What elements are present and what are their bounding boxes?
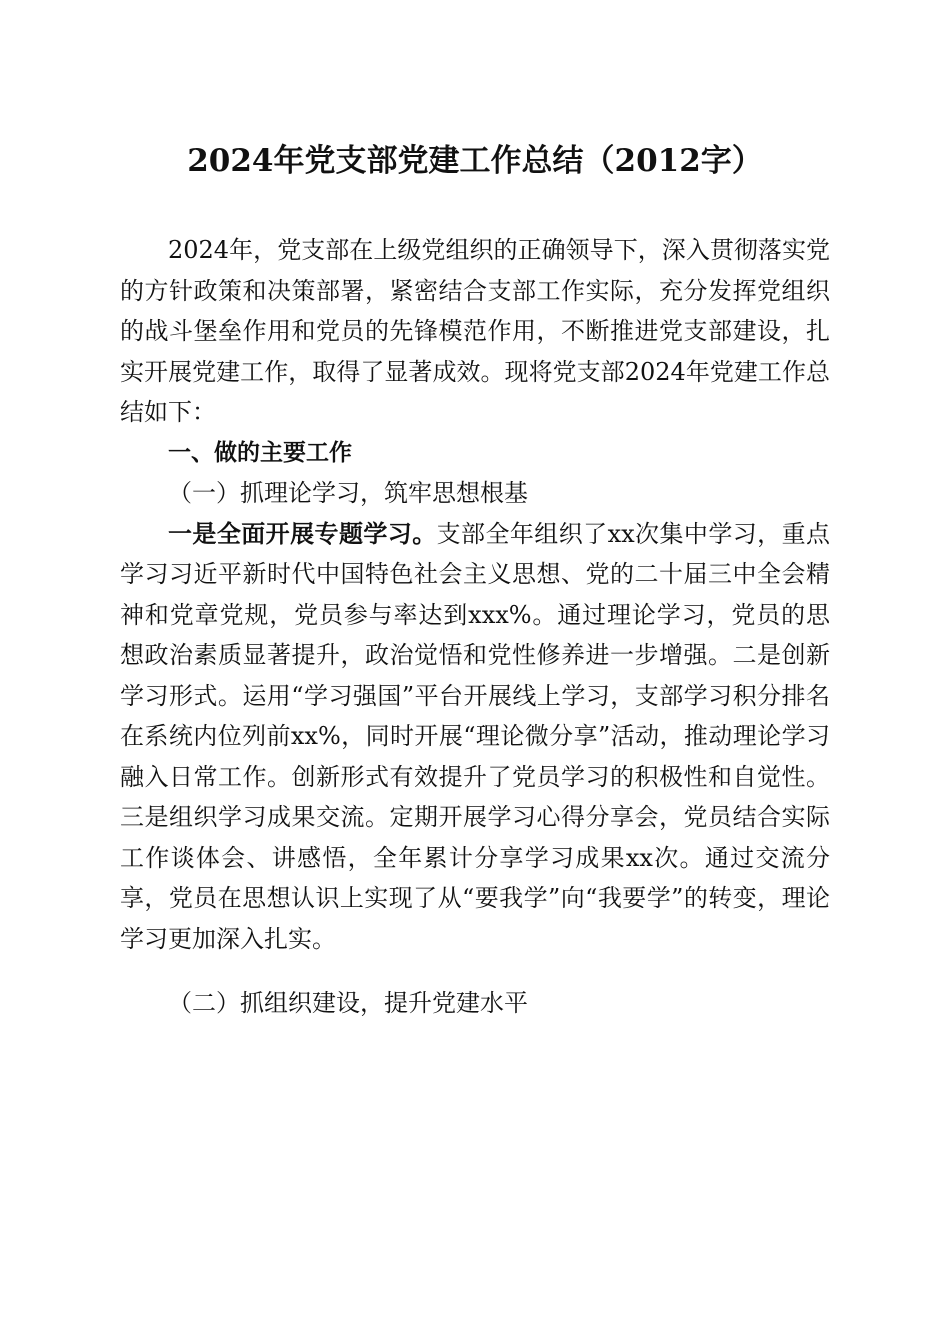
document-body xyxy=(120,230,830,1024)
paragraph-lead: 一是全面开展专题学习。 xyxy=(168,518,437,548)
subsection-heading: （一）抓理论学习，筑牢思想根基 xyxy=(168,479,528,507)
body-paragraph xyxy=(120,514,830,960)
subsection-heading-2: （二）抓组织建设，提升党建水平 xyxy=(168,989,528,1017)
paragraph-text: 支部全年组织了xx次集中学习，重点学习习近平新时代中国特色社会主义思想、党的二十届三中全会精神和党章党规，党员参与率达到xxx%。通过理论学习，党员的思想政治素质显著提升，政治觉悟和党性修养进一步增强。二是创新学习形式。运用“学习强国”平台开展线上学习，支部学习积分排名在系统内位列前xx%，同时开展“理论微分享”活动，推动理论学习融入日常工作。创新形式有效提升了党员学习的积极性和自觉性。三是组织学习成果交流。定期开展学习心得分享会，党员结合实际工作谈体会、讲感悟，全年累计分享学习成果xx次。通过交流分享，党员在思想认识上实现了从“要我学”向“我要学”的转变，理论学习更加深入扎实。 xyxy=(120,519,830,953)
document-title: 2024年党支部党建工作总结（2012字） xyxy=(187,143,763,179)
section-heading: 一、做的主要工作 xyxy=(168,439,352,466)
intro-paragraph: 2024年，党支部在上级党组织的正确领导下，深入贯彻落实党的方针政策和决策部署，紧密结合支部工作实际，充分发挥党组织的战斗堡垒作用和党员的先锋模范作用，不断推进党支部建设，扎实开展党建工作，取得了显著成效。现将党支部2024年党建工作总结如下： xyxy=(120,236,830,426)
paragraph-spacer xyxy=(120,959,830,983)
